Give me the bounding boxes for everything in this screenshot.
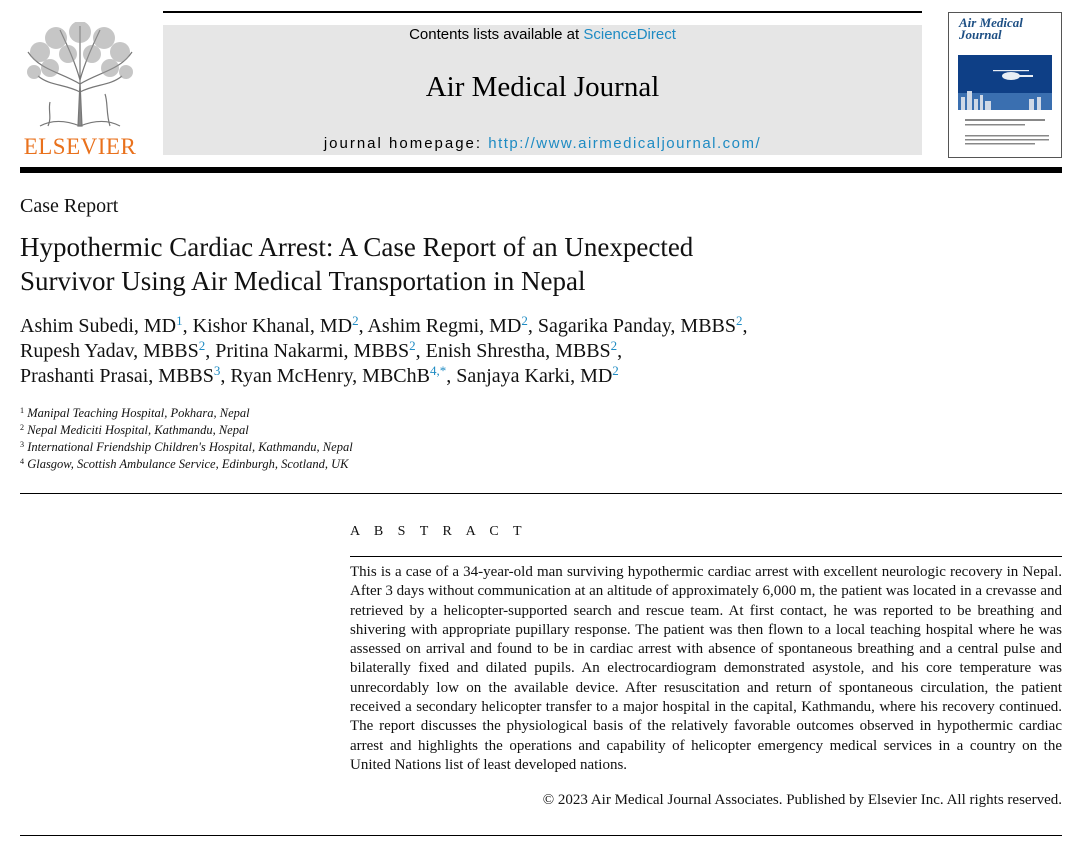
author[interactable]: Prashanti Prasai, MBBS$^3$ bbox=[20, 363, 221, 387]
author[interactable]: Ryan McHenry, MBChB$^{4,*}$ bbox=[230, 363, 447, 387]
abstract-heading: A B S T R A C T bbox=[350, 524, 528, 539]
title-line-1: Hypothermic Cardiac Arrest: A Case Report of an Unexpected bbox=[20, 232, 694, 262]
abstract-rule bbox=[350, 556, 1062, 557]
contents-availability bbox=[163, 26, 922, 43]
header-divider bbox=[20, 167, 1062, 173]
author[interactable]: Pritina Nakarmi, MBBS$^2$ bbox=[215, 338, 416, 362]
title-line-2: Survivor Using Air Medical Transportation in Nepal bbox=[20, 266, 586, 296]
elsevier-tree-icon bbox=[20, 22, 140, 130]
author[interactable]: Enish Shrestha, MBBS$^2$ bbox=[425, 338, 618, 362]
affiliation: $^4$ Glasgow, Scottish Ambulance Service, Edinburgh, Scotland, UK bbox=[20, 457, 349, 471]
author-list: Ashim Subedi, $MD^1$, Kishor Khanal, $MD^2$, Ashim Regmi, $MD^2$, Sagarika Panday, MBBS$^2$, Rupesh Yadav, MBBS$^2$, Pritina Nakarmi, MBBS$^2$, Enish Shrestha, MBBS$^2$, Prashanti Prasai, MBBS$^3$, Ryan McHenry, MBChB$^{4,*}$, Sanjaya Karki, $MD^2$ bbox=[20, 313, 748, 387]
author[interactable]: Ashim Regmi, $MD^2$ bbox=[367, 313, 528, 337]
bottom-divider bbox=[20, 835, 1062, 836]
author[interactable]: Sanjaya Karki, $MD^2$ bbox=[456, 363, 619, 387]
contents-prefix: Contents lists available at bbox=[409, 26, 584, 43]
affiliation: $^1$ Manipal Teaching Hospital, Pokhara, Nepal bbox=[20, 406, 250, 420]
elsevier-logo bbox=[20, 22, 140, 158]
elsevier-wordmark: ELSEVIER bbox=[23, 134, 137, 159]
homepage-prefix: journal homepage: bbox=[323, 135, 489, 152]
cover-title: Air Medical Journal bbox=[959, 15, 1023, 42]
author[interactable]: Ashim Subedi, $MD^1$ bbox=[20, 313, 183, 337]
author[interactable]: Sagarika Panday, MBBS$^2$ bbox=[537, 313, 743, 337]
affiliation-list bbox=[20, 405, 720, 473]
affiliation: $^2$ Nepal Mediciti Hospital, Kathmandu, Nepal bbox=[20, 423, 249, 437]
copyright-notice: © 2023 Air Medical Journal Associates. Published by Elsevier Inc. All rights reserved. bbox=[542, 792, 1062, 808]
journal-banner bbox=[163, 25, 922, 155]
affiliation: $^3$ International Friendship Children's Hospital, Kathmandu, Nepal bbox=[20, 440, 353, 454]
journal-homepage bbox=[163, 135, 922, 152]
article-title bbox=[20, 230, 880, 298]
section-divider bbox=[20, 493, 1062, 494]
author[interactable]: Kishor Khanal, $MD^2$ bbox=[192, 313, 359, 337]
homepage-link[interactable]: http://www.airmedicaljournal.com/ bbox=[488, 135, 762, 152]
abstract-text: This is a case of a 34-year-old man surviving hypothermic cardiac arrest with excellent neurologic recovery in Nepal. After 3 days without communication at an altitude of approximately 6,000 m, the patient was located in a crevasse and retrieved by a helicopter-supported search and rescue team. At first contact, he was reported to be breathing and shivering with appropriate pupillary response. The patient was then flown to a local teaching hospital where he was assessed on arrival and found to be in cardiac arrest with absence of spontaneous breathing and a central pulse and bilaterally fixed and dilated pupils. An electrocardiogram demonstrated asystole, and his core temperature was unrecordably low on the available device. After resuscitation and return of spontaneous circulation, the patient received a secondary helicopter transfer to a major hospital in the capital, Kathmandu, where his recovery continued. The report discusses the physiological basis of the relatively favorable outcomes observed in hypothermic cardiac arrest and highlights the operations and capability of helicopter emergency medical services in a country on the United Nations list of least developed nations. bbox=[350, 564, 1062, 773]
sciencedirect-link[interactable]: ScienceDirect bbox=[583, 26, 676, 43]
header-top-rule bbox=[163, 11, 922, 13]
article-type: Case Report bbox=[20, 195, 119, 217]
cover-helicopter-image bbox=[949, 13, 1061, 157]
journal-cover-thumbnail[interactable] bbox=[948, 12, 1062, 158]
author[interactable]: Rupesh Yadav, MBBS$^2$ bbox=[20, 338, 206, 362]
journal-title: Air Medical Journal bbox=[425, 71, 660, 103]
